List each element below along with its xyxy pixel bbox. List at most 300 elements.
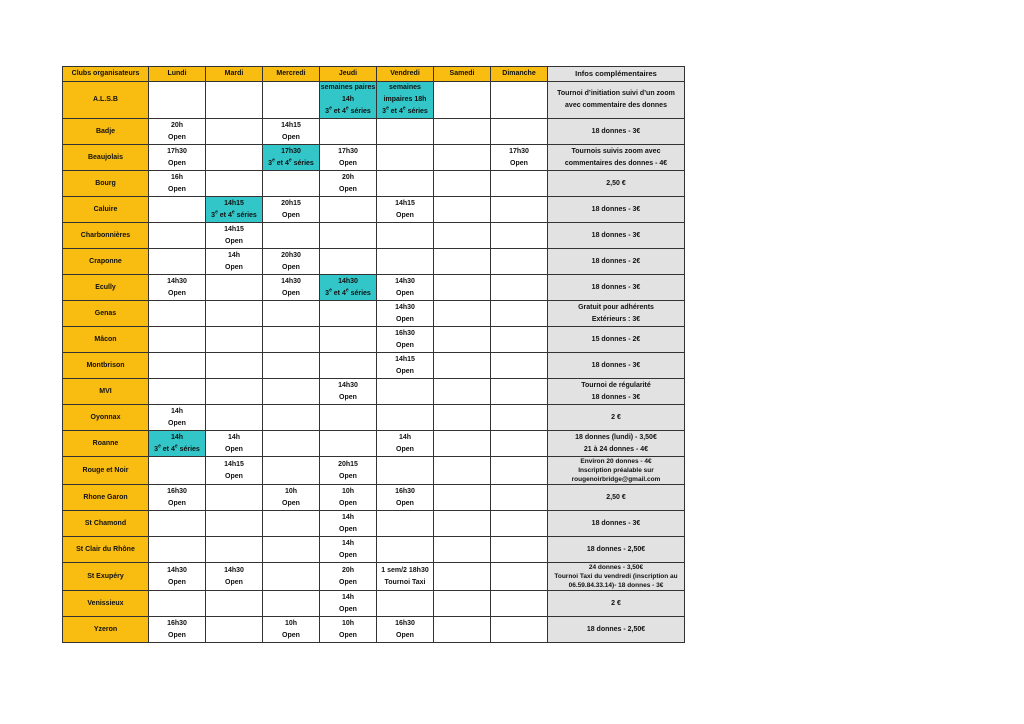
cell-line: 14h — [341, 96, 355, 103]
table-row — [63, 457, 685, 485]
schedule-cell — [434, 223, 491, 249]
club-name: Beaujolais — [63, 145, 149, 171]
table-row — [63, 197, 685, 223]
info-cell — [548, 119, 685, 145]
schedule-cell — [320, 353, 377, 379]
schedule-cell — [263, 301, 320, 327]
table-row — [63, 353, 685, 379]
cell-line: 24 donnes - 3,50€ — [588, 564, 644, 571]
schedule-cell — [206, 563, 263, 591]
schedule-cell — [491, 537, 548, 563]
cell-line: Open — [396, 341, 414, 349]
cell-line: Open — [396, 289, 414, 297]
info-cell — [548, 171, 685, 197]
schedule-cell — [320, 563, 377, 591]
cell-line: Open — [282, 631, 300, 639]
cell-line: Open — [168, 578, 186, 586]
table-row — [63, 379, 685, 405]
info-cell — [548, 197, 685, 223]
schedule-cell — [377, 145, 434, 171]
cell-line: 14h — [398, 433, 412, 441]
cell-line: Open — [339, 499, 357, 507]
schedule-cell — [206, 171, 263, 197]
schedule-cell — [149, 617, 206, 643]
schedule-cell — [206, 537, 263, 563]
schedule-cell — [377, 511, 434, 537]
club-name: Rouge et Noir — [63, 457, 149, 485]
schedule-cell — [206, 457, 263, 485]
schedule-cell — [263, 563, 320, 591]
schedule-cell — [377, 379, 434, 405]
schedule-cell — [206, 405, 263, 431]
cell-line: 20h — [341, 566, 355, 574]
schedule-cell — [206, 485, 263, 511]
cell-line: Open — [396, 367, 414, 375]
schedule-cell — [434, 197, 491, 223]
schedule-cell — [149, 537, 206, 563]
cell-line: Open — [339, 472, 357, 480]
header-day: Jeudi — [320, 67, 377, 82]
schedule-cell — [377, 353, 434, 379]
cell-line: Open — [282, 211, 300, 219]
cell-line: 18 donnes - 3€ — [591, 361, 641, 369]
schedule-cell — [377, 301, 434, 327]
info-cell — [548, 405, 685, 431]
cell-line: 3e et 4e séries — [382, 105, 428, 115]
schedule-cell — [491, 591, 548, 617]
table-row — [63, 275, 685, 301]
cell-line: Open — [396, 315, 414, 323]
info-cell — [548, 223, 685, 249]
schedule-cell — [206, 275, 263, 301]
cell-line: Open — [225, 472, 243, 480]
table-row — [63, 145, 685, 171]
club-name: Rhone Garon — [63, 485, 149, 511]
cell-line: 17h30 — [338, 147, 358, 155]
table-row — [63, 119, 685, 145]
cell-line: 10h — [341, 487, 355, 495]
schedule-cell — [149, 431, 206, 457]
schedule-cell — [149, 511, 206, 537]
schedule-cell — [320, 431, 377, 457]
cell-line: Open — [282, 263, 300, 271]
schedule-cell — [377, 327, 434, 353]
cell-line: Open — [168, 631, 186, 639]
schedule-cell — [320, 405, 377, 431]
schedule-cell — [491, 171, 548, 197]
cell-line: Open — [282, 289, 300, 297]
schedule-cell — [491, 327, 548, 353]
schedule-cell — [206, 511, 263, 537]
cell-line: Gratuit pour adhérents — [578, 303, 654, 311]
header-day: Samedi — [434, 67, 491, 82]
schedule-cell — [377, 485, 434, 511]
schedule-cell — [206, 119, 263, 145]
club-name: Montbrison — [63, 353, 149, 379]
header-day: Lundi — [149, 67, 206, 82]
cell-line: 20h — [170, 121, 184, 129]
cell-line: Open — [225, 445, 243, 453]
schedule-cell — [320, 197, 377, 223]
schedule-cell — [377, 405, 434, 431]
schedule-cell — [149, 119, 206, 145]
info-cell — [548, 145, 685, 171]
cell-line: 16h30 — [395, 329, 415, 337]
table-row — [63, 249, 685, 275]
cell-line: Open — [225, 578, 243, 586]
schedule-cell — [434, 537, 491, 563]
cell-line: 14h30 — [338, 381, 358, 389]
cell-line: Open — [225, 237, 243, 245]
cell-line: 20h30 — [281, 251, 301, 259]
cell-line: 16h30 — [167, 487, 187, 495]
schedule-cell — [320, 617, 377, 643]
table-row — [63, 617, 685, 643]
cell-line: 15 donnes - 2€ — [591, 335, 641, 343]
cell-line: Open — [225, 263, 243, 271]
info-cell — [548, 353, 685, 379]
cell-line: 3e et 4e séries — [154, 443, 200, 453]
header-day: Dimanche — [491, 67, 548, 82]
schedule-cell — [206, 301, 263, 327]
schedule-cell — [491, 431, 548, 457]
schedule-cell — [263, 537, 320, 563]
cell-line: 17h30 — [167, 147, 187, 155]
cell-line: 14h15 — [395, 355, 415, 363]
schedule-cell — [491, 145, 548, 171]
cell-line: 18 donnes - 3€ — [591, 283, 641, 291]
schedule-cell — [263, 485, 320, 511]
schedule-cell — [320, 82, 377, 119]
schedule-cell — [377, 82, 434, 119]
schedule-cell — [149, 327, 206, 353]
schedule-cell — [263, 617, 320, 643]
cell-line: 16h30 — [167, 619, 187, 627]
table-row — [63, 563, 685, 591]
cell-line: Open — [339, 578, 357, 586]
schedule-cell — [149, 457, 206, 485]
club-name: St Clair du Rhône — [63, 537, 149, 563]
schedule-cell — [320, 379, 377, 405]
table-row — [63, 327, 685, 353]
cell-line: 14h — [341, 513, 355, 521]
club-name: Charbonnières — [63, 223, 149, 249]
schedule-cell — [491, 485, 548, 511]
cell-line: 14h15 — [224, 199, 244, 207]
schedule-cell — [206, 379, 263, 405]
cell-line: 20h15 — [281, 199, 301, 207]
schedule-cell — [434, 82, 491, 119]
cell-line: 3e et 4e séries — [325, 105, 371, 115]
info-cell — [548, 82, 685, 119]
schedule-cell — [263, 249, 320, 275]
cell-line: Inscription préalable sur — [578, 467, 654, 474]
schedule-cell — [434, 145, 491, 171]
cell-line: Open — [339, 159, 357, 167]
cell-line: rougenoirbridge@gmail.com — [571, 476, 661, 483]
schedule-cell — [206, 591, 263, 617]
cell-line: Open — [168, 289, 186, 297]
schedule-cell — [434, 485, 491, 511]
cell-line: Open — [396, 445, 414, 453]
cell-line: Open — [339, 631, 357, 639]
cell-line: Open — [339, 551, 357, 559]
cell-line: 18 donnes - 2€ — [591, 257, 641, 265]
club-name: Oyonnax — [63, 405, 149, 431]
cell-line: 17h30 — [281, 147, 301, 155]
schedule-cell — [263, 145, 320, 171]
schedule-cell — [491, 563, 548, 591]
schedule-cell — [206, 197, 263, 223]
header-row — [63, 67, 685, 82]
schedule-cell — [206, 431, 263, 457]
cell-line: 14h15 — [395, 199, 415, 207]
cell-line: 1 sem/2 18h30 — [381, 566, 429, 574]
cell-line: 3e et 4e séries — [325, 287, 371, 297]
club-name: Genas — [63, 301, 149, 327]
info-cell — [548, 327, 685, 353]
cell-line: 14h30 — [395, 303, 415, 311]
schedule-cell — [434, 301, 491, 327]
schedule-cell — [149, 171, 206, 197]
cell-line: 14h — [227, 433, 241, 441]
cell-line: 14h30 — [167, 277, 187, 285]
cell-line: Open — [282, 133, 300, 141]
schedule-cell — [149, 82, 206, 119]
schedule-cell — [434, 431, 491, 457]
cell-line: Open — [339, 605, 357, 613]
table-row — [63, 82, 685, 119]
cell-line: 14h — [170, 433, 184, 441]
schedule-cell — [263, 431, 320, 457]
cell-line: Open — [339, 393, 357, 401]
schedule-cell — [263, 379, 320, 405]
schedule-cell — [263, 82, 320, 119]
schedule-cell — [263, 119, 320, 145]
schedule-cell — [377, 563, 434, 591]
schedule-cell — [434, 563, 491, 591]
schedule-cell — [491, 119, 548, 145]
schedule-cell — [491, 197, 548, 223]
schedule-cell — [434, 379, 491, 405]
schedule-cell — [149, 379, 206, 405]
schedule-cell — [149, 563, 206, 591]
cell-line: 20h — [341, 173, 355, 181]
schedule-cell — [377, 119, 434, 145]
schedule-cell — [377, 591, 434, 617]
schedule-cell — [149, 301, 206, 327]
schedule-cell — [491, 511, 548, 537]
schedule-cell — [491, 82, 548, 119]
schedule-body — [63, 82, 685, 643]
cell-line: 14h15 — [281, 121, 301, 129]
club-name: Craponne — [63, 249, 149, 275]
cell-line: Open — [168, 419, 186, 427]
schedule-cell — [377, 275, 434, 301]
table-row — [63, 537, 685, 563]
cell-line: 2,50 € — [606, 179, 626, 187]
cell-line: 18 donnes - 2,50€ — [586, 625, 646, 633]
cell-line: 14h15 — [224, 460, 244, 468]
cell-line: 10h — [284, 619, 298, 627]
schedule-cell — [491, 405, 548, 431]
info-cell — [548, 591, 685, 617]
club-name: Roanne — [63, 431, 149, 457]
schedule-cell — [377, 197, 434, 223]
schedule-cell — [206, 223, 263, 249]
schedule-cell — [434, 511, 491, 537]
cell-line: 14h30 — [167, 566, 187, 574]
cell-line: 18 donnes - 3€ — [591, 393, 641, 401]
schedule-cell — [320, 223, 377, 249]
schedule-cell — [320, 537, 377, 563]
schedule-table — [62, 66, 685, 643]
schedule-cell — [263, 327, 320, 353]
header-day: Vendredi — [377, 67, 434, 82]
schedule-cell — [320, 171, 377, 197]
club-name: Yzeron — [63, 617, 149, 643]
schedule-cell — [206, 145, 263, 171]
cell-line: 18 donnes - 3€ — [591, 205, 641, 213]
info-cell — [548, 511, 685, 537]
info-cell — [548, 249, 685, 275]
schedule-cell — [263, 591, 320, 617]
cell-line: Open — [510, 159, 528, 167]
schedule-cell — [377, 249, 434, 275]
schedule-cell — [320, 301, 377, 327]
cell-line: semaines — [389, 84, 421, 91]
cell-line: Open — [168, 499, 186, 507]
info-cell — [548, 431, 685, 457]
cell-line: commentaires des donnes - 4€ — [564, 159, 668, 167]
table-row — [63, 223, 685, 249]
schedule-cell — [263, 511, 320, 537]
schedule-cell — [434, 405, 491, 431]
schedule-cell — [434, 617, 491, 643]
schedule-cell — [149, 591, 206, 617]
cell-line: avec commentaire des donnes — [565, 102, 667, 109]
schedule-cell — [206, 617, 263, 643]
schedule-cell — [320, 591, 377, 617]
cell-line: 16h — [170, 173, 184, 181]
cell-line: Open — [396, 631, 414, 639]
cell-line: Tournoi Taxi — [384, 578, 426, 586]
cell-line: 14h — [341, 593, 355, 601]
schedule-cell — [206, 353, 263, 379]
header-day: Mardi — [206, 67, 263, 82]
cell-line: 16h30 — [395, 487, 415, 495]
club-name: Bourg — [63, 171, 149, 197]
club-name: St Exupéry — [63, 563, 149, 591]
schedule-cell — [491, 275, 548, 301]
cell-line: 14h30 — [224, 566, 244, 574]
cell-line: Environ 20 donnes - 4€ — [580, 458, 652, 465]
schedule-cell — [491, 617, 548, 643]
schedule-cell — [263, 197, 320, 223]
table-row — [63, 431, 685, 457]
info-cell — [548, 457, 685, 485]
cell-line: 10h — [341, 619, 355, 627]
schedule-cell — [149, 145, 206, 171]
schedule-cell — [434, 591, 491, 617]
cell-line: semaines paires — [320, 84, 376, 91]
cell-line: Open — [396, 499, 414, 507]
schedule-cell — [320, 327, 377, 353]
cell-line: 10h — [284, 487, 298, 495]
header-info: Infos complémentaires — [548, 67, 685, 82]
cell-line: 14h30 — [395, 277, 415, 285]
schedule-cell — [320, 249, 377, 275]
schedule-cell — [263, 457, 320, 485]
schedule-cell — [491, 223, 548, 249]
table-row — [63, 511, 685, 537]
cell-line: Open — [168, 133, 186, 141]
schedule-cell — [263, 353, 320, 379]
info-cell — [548, 537, 685, 563]
info-cell — [548, 379, 685, 405]
schedule-cell — [149, 485, 206, 511]
cell-line: 14h — [170, 407, 184, 415]
schedule-cell — [434, 353, 491, 379]
cell-line: Open — [339, 185, 357, 193]
header-clubs: Clubs organisateurs — [63, 67, 149, 82]
club-name: Venissieux — [63, 591, 149, 617]
cell-line: 3e et 4e séries — [268, 157, 314, 167]
schedule-cell — [434, 249, 491, 275]
cell-line: 14h30 — [338, 277, 358, 285]
cell-line: 21 à 24 donnes - 4€ — [583, 445, 649, 453]
schedule-cell — [206, 327, 263, 353]
schedule-cell — [206, 249, 263, 275]
info-cell — [548, 275, 685, 301]
cell-line: 18 donnes (lundi) - 3,50€ — [575, 433, 657, 441]
schedule-cell — [491, 249, 548, 275]
cell-line: Extérieurs : 3€ — [591, 315, 641, 323]
club-name: Badje — [63, 119, 149, 145]
cell-line: 18 donnes - 2,50€ — [586, 545, 646, 553]
club-name: Ecully — [63, 275, 149, 301]
club-name: A.L.S.B — [63, 82, 149, 119]
table-row — [63, 591, 685, 617]
schedule-cell — [491, 301, 548, 327]
schedule-cell — [149, 275, 206, 301]
cell-line: 14h15 — [224, 225, 244, 233]
schedule-cell — [320, 457, 377, 485]
schedule-cell — [377, 223, 434, 249]
info-cell — [548, 563, 685, 591]
header-day: Mercredi — [263, 67, 320, 82]
schedule-cell — [377, 617, 434, 643]
schedule-cell — [434, 119, 491, 145]
schedule-cell — [491, 353, 548, 379]
cell-line: 18 donnes - 3€ — [591, 519, 641, 527]
schedule-cell — [434, 327, 491, 353]
schedule-cell — [263, 171, 320, 197]
schedule-cell — [491, 379, 548, 405]
schedule-cell — [149, 223, 206, 249]
cell-line: Tournoi de régularité — [581, 381, 651, 389]
cell-line: Open — [168, 159, 186, 167]
cell-line: Open — [396, 211, 414, 219]
schedule-cell — [377, 537, 434, 563]
info-cell — [548, 617, 685, 643]
cell-line: 14h30 — [281, 277, 301, 285]
cell-line: 14h — [341, 539, 355, 547]
schedule-cell — [263, 223, 320, 249]
schedule-cell — [377, 171, 434, 197]
cell-line: 16h30 — [395, 619, 415, 627]
schedule-cell — [491, 457, 548, 485]
